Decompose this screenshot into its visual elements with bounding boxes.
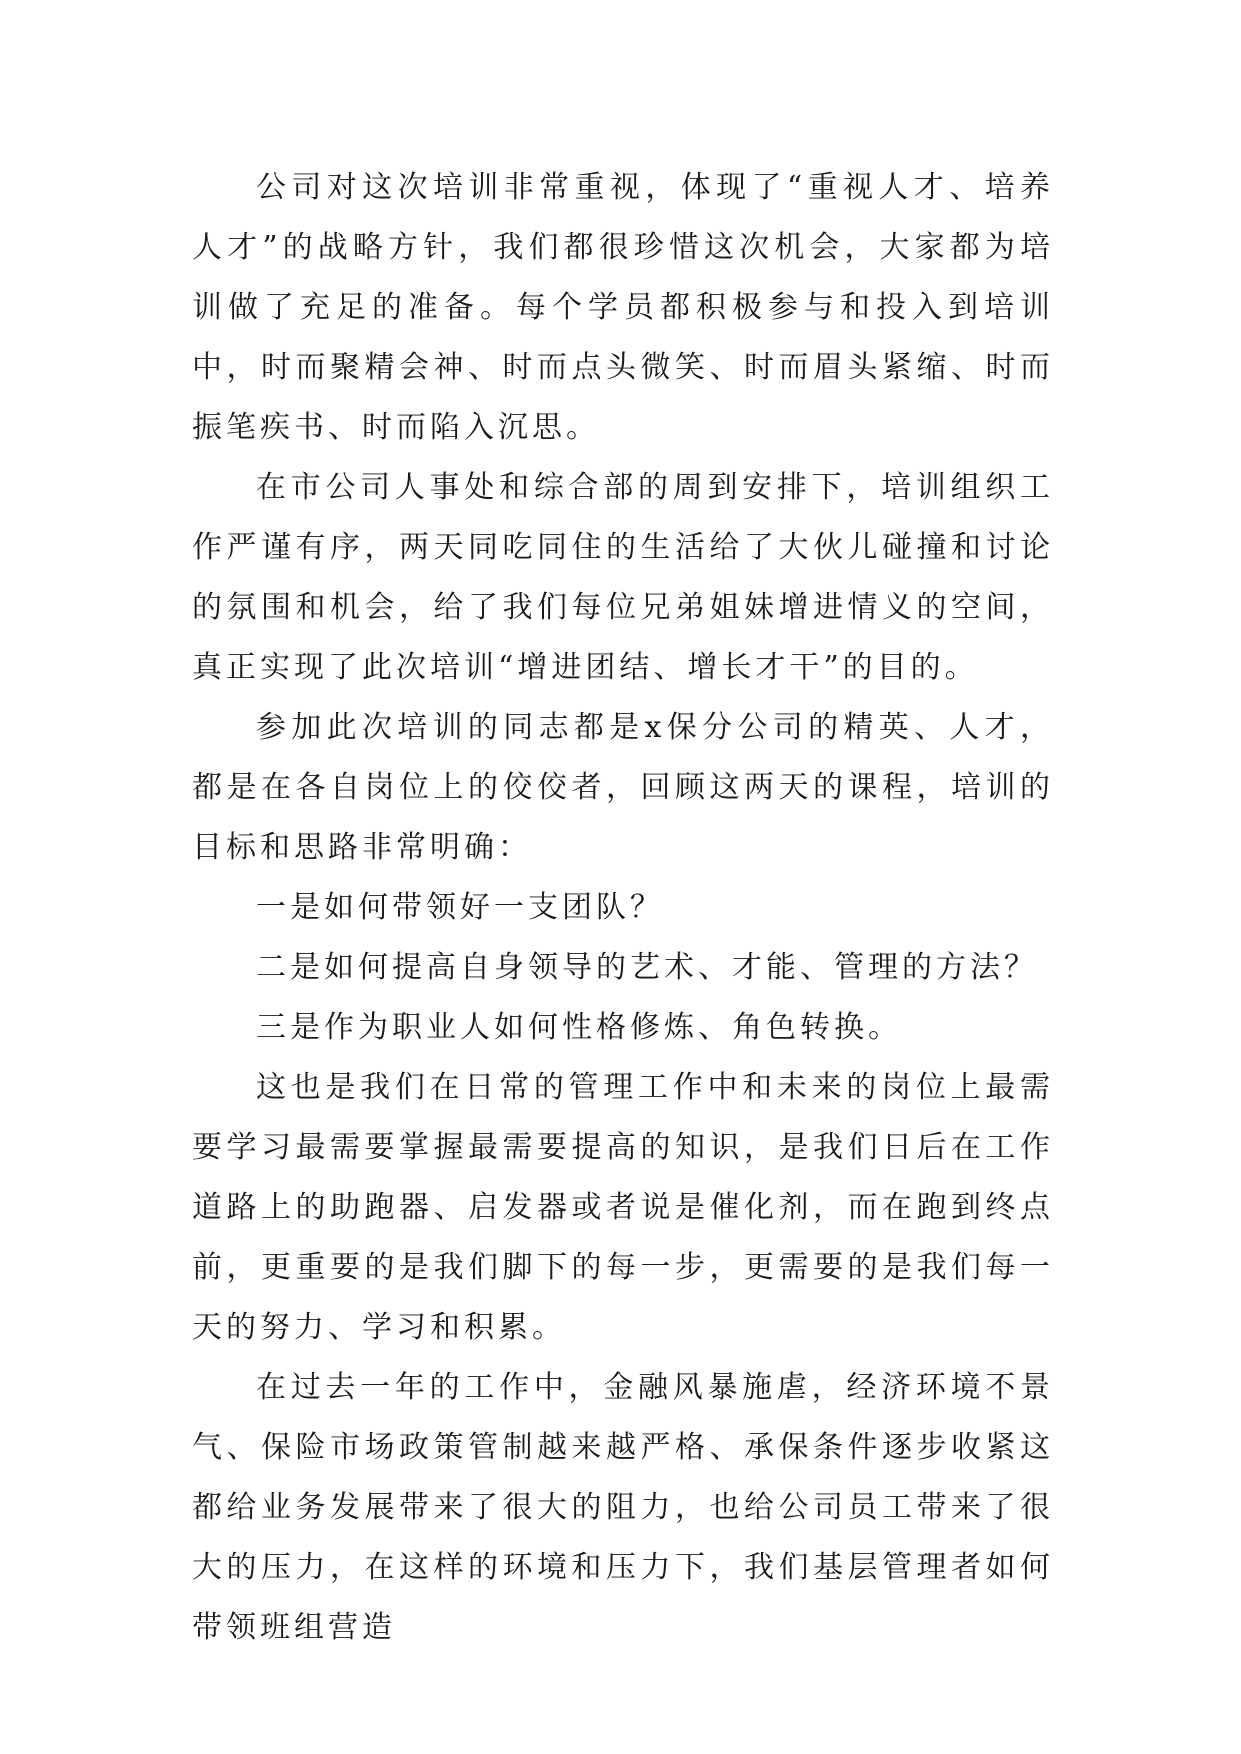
paragraph-learning-value: 这也是我们在日常的管理工作中和未来的岗位上最需要学习最需要掌握最需要提高的知识，是我们日后在工作道路上的助跑器、启发器或者说是催化剂，而在跑到终点前，更重要的是我们脚下的每一步，更需要的是我们每一天的努力、学习和积累。 (192, 1070, 1054, 1345)
list-item-team-leading: 一是如何带领好一支团队？ (256, 890, 664, 925)
list-item-leadership-skills: 二是如何提高自身领导的艺术、才能、管理的方法？ (256, 950, 1038, 985)
paragraph-participants: 参加此次培训的同志都是x保分公司的精英、人才，都是在各自岗位上的佼佼者，回顾这两天的课程，培训的目标和思路非常明确： (192, 710, 1054, 865)
paragraph-training-importance: 公司对这次培训非常重视，体现了“重视人才、培养人才”的战略方针，我们都很珍惜这次机会，大家都为培训做了充足的准备。每个学员都积极参与和投入到培训中，时而聚精会神、时而点头微笑、时而眉头紧缩、时而振笔疾书、时而陷入沉思。 (192, 170, 1054, 445)
list-item-character-role: 三是作为职业人如何性格修炼、角色转换。 (256, 1010, 902, 1045)
paragraph-organization: 在市公司人事处和综合部的周到安排下，培训组织工作严谨有序，两天同吃同住的生活给了大伙儿碰撞和讨论的氛围和机会，给了我们每位兄弟姐妹增进情义的空间，真正实现了此次培训“增进团结、增长才干”的目的。 (192, 470, 1054, 685)
paragraph-past-year: 在过去一年的工作中，金融风暴施虐，经济环境不景气、保险市场政策管制越来越严格、承保条件逐步收紧这都给业务发展带来了很大的阻力，也给公司员工带来了很大的压力，在这样的环境和压力下，我们基层管理者如何带领班组营造 (192, 1370, 1054, 1645)
document-body (192, 158, 1054, 1658)
